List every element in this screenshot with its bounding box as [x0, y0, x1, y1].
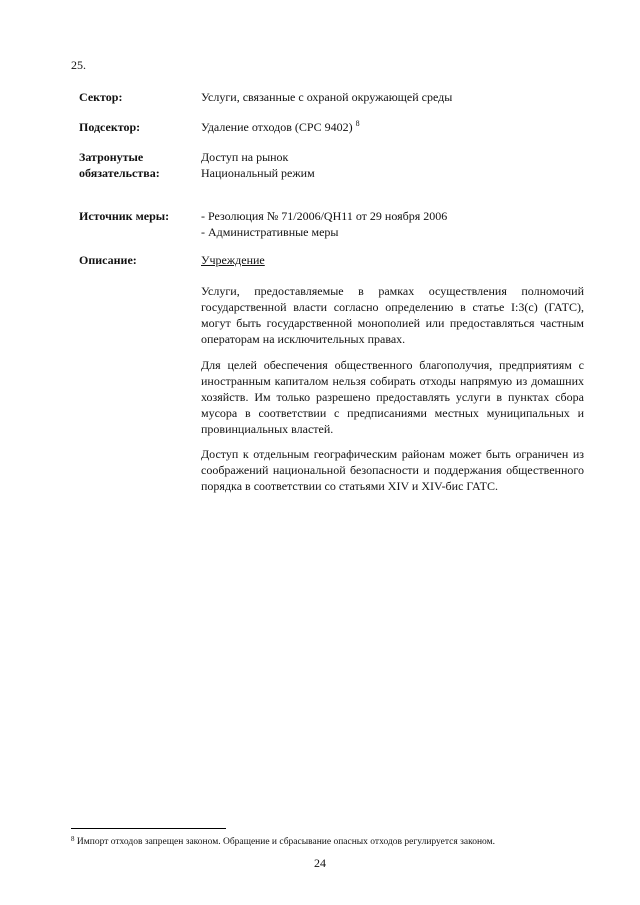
source-values	[201, 208, 586, 240]
description-heading: Учреждение	[201, 253, 265, 267]
source-label: Источник меры:	[79, 209, 170, 223]
sector-label: Сектор:	[79, 90, 123, 104]
description-paragraph-3: Доступ к отдельным географическим районам может быть ограничен из соображений национальной безопасности и поддержания общественного порядка в соответствии со статьями XIV и XIV-бис ГАТС.	[201, 447, 584, 493]
obligations-label-line2: обязательства:	[79, 166, 160, 180]
subsector-label: Подсектор:	[79, 120, 141, 134]
description-label: Описание:	[79, 253, 137, 267]
footnote-text: Импорт отходов запрещен законом. Обращение и сбрасывание опасных отходов регулируется законом.	[76, 837, 496, 847]
description-heading-wrap	[201, 252, 586, 268]
source-value-resolution: - Резолюция № 71/2006/QH11 от 29 ноября 2006	[201, 209, 448, 223]
subsector-text: Удаление отходов (CPC 9402)	[201, 120, 353, 134]
description-paragraph-2: Для целей обеспечения общественного благополучия, предприятиям с иностранным капиталом нельзя собирать отходы напрямую из домашних хозяйств. Им только разрешено предоставлять услуги в пунктах сбора мусора в соответствии с предписаниями местных муниципальных и провинциальных властей.	[201, 358, 584, 436]
source-value-administrative: - Административные меры	[201, 225, 339, 239]
footnote-reference: 8	[355, 119, 360, 128]
obligations-value-national-treatment: Национальный режим	[201, 166, 315, 180]
description-paragraph-1: Услуги, предоставляемые в рамках осуществления полномочий государственной власти согласно определению в статье I:3(c) (ГАТС), могут быть государственной монополией или предоставляться частным операторам на исключительных правах.	[201, 284, 584, 346]
obligations-label-line1: Затронутые	[79, 150, 144, 164]
sector-value	[201, 89, 586, 105]
footnote-divider	[71, 828, 226, 829]
entry-number: 25.	[71, 58, 86, 72]
obligations-label	[79, 149, 197, 181]
subsector-value	[201, 119, 586, 135]
footnote	[71, 837, 495, 847]
obligations-value-market-access: Доступ на рынок	[201, 150, 289, 164]
footnote-marker: 8	[71, 835, 75, 843]
sector-text: Услуги, связанные с охраной окружающей среды	[201, 90, 453, 104]
obligations-values	[201, 149, 586, 181]
page-number: 24	[314, 856, 326, 870]
